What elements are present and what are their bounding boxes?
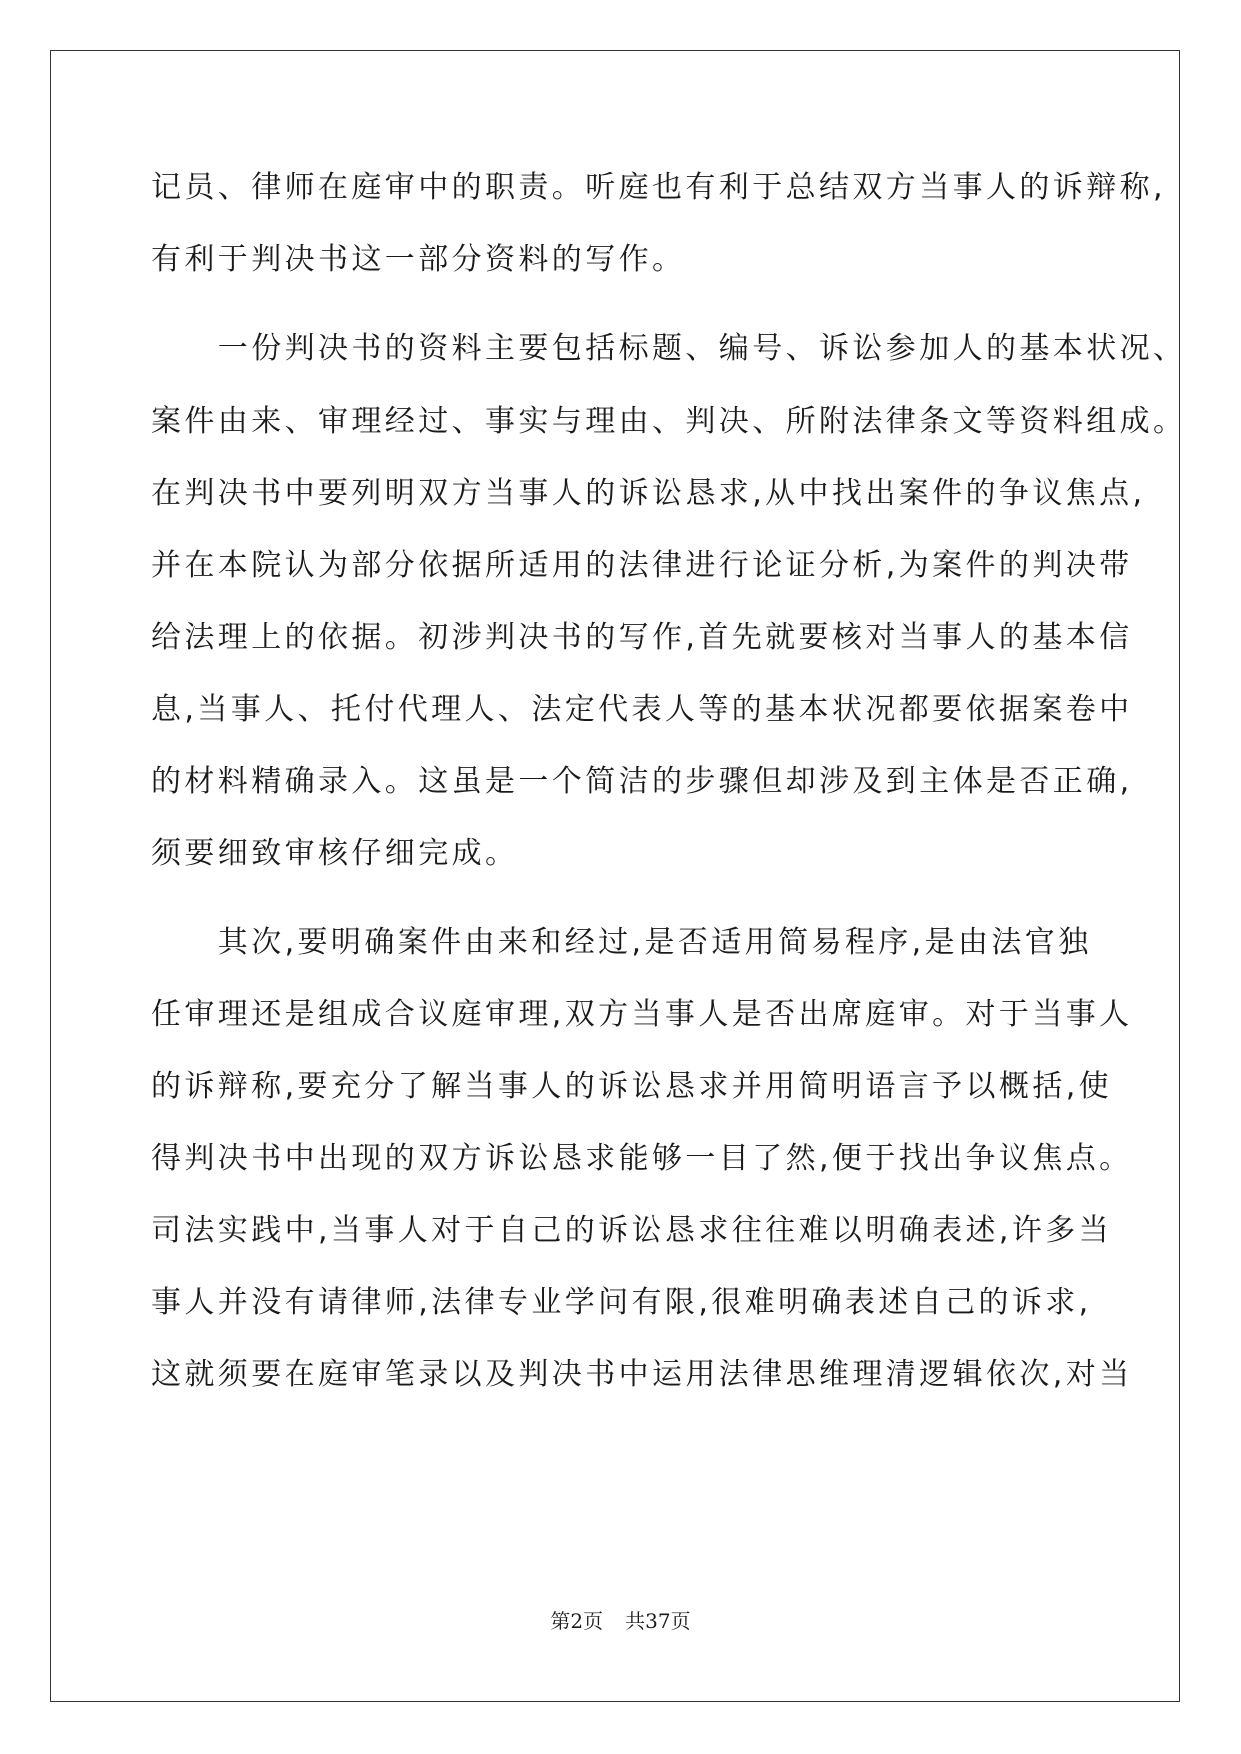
text-line: 的诉辩称,要充分了解当事人的诉讼恳求并用简明语言予以概括,使 [151, 1069, 1113, 1104]
text-line: 给法理上的依据。初涉判决书的写作,首先就要核对当事人的基本信 [151, 620, 1133, 655]
text-line: 须要细致审核仔细完成。 [151, 836, 519, 871]
page-border [50, 50, 1187, 1702]
page-number-total: 共37页 [625, 1609, 691, 1633]
paragraph-start-line: 一份判决书的资料主要包括标题、编号、诉讼参加人的基本状况、 [151, 331, 1187, 366]
text-line: 息,当事人、托付代理人、法定代表人等的基本状况都要依据案卷中 [151, 692, 1133, 727]
text-line: 记员、律师在庭审中的职责。听庭也有利于总结双方当事人的诉辩称, [151, 170, 1166, 205]
text-line: 案件由来、审理经过、事实与理由、判决、所附法律条文等资料组成。 [151, 404, 1187, 439]
text-line: 任审理还是组成合议庭审理,双方当事人是否出席庭审。对于当事人 [151, 997, 1133, 1032]
paragraph-start-line: 其次,要明确案件由来和经过,是否适用简易程序,是由法官独 [151, 925, 1092, 960]
text-line: 有利于判决书这一部分资料的写作。 [151, 242, 686, 277]
text-line: 事人并没有请律师,法律专业学问有限,很难明确表述自己的诉求, [151, 1285, 1092, 1320]
text-line: 并在本院认为部分依据所适用的法律进行论证分析,为案件的判决带 [151, 548, 1133, 583]
page-number-current: 第2页 [550, 1609, 604, 1633]
text-line: 这就须要在庭审笔录以及判决书中运用法律思维理清逻辑依次,对当 [151, 1357, 1133, 1392]
text-line: 司法实践中,当事人对于自己的诉讼恳求往往难以明确表述,许多当 [151, 1213, 1113, 1248]
page-footer [0, 1609, 1241, 1633]
text-line: 在判决书中要列明双方当事人的诉讼恳求,从中找出案件的争议焦点, [151, 476, 1146, 511]
text-line: 得判决书中出现的双方诉讼恳求能够一目了然,便于找出争议焦点。 [151, 1141, 1133, 1176]
text-line: 的材料精确录入。这虽是一个简洁的步骤但却涉及到主体是否正确, [151, 764, 1133, 799]
